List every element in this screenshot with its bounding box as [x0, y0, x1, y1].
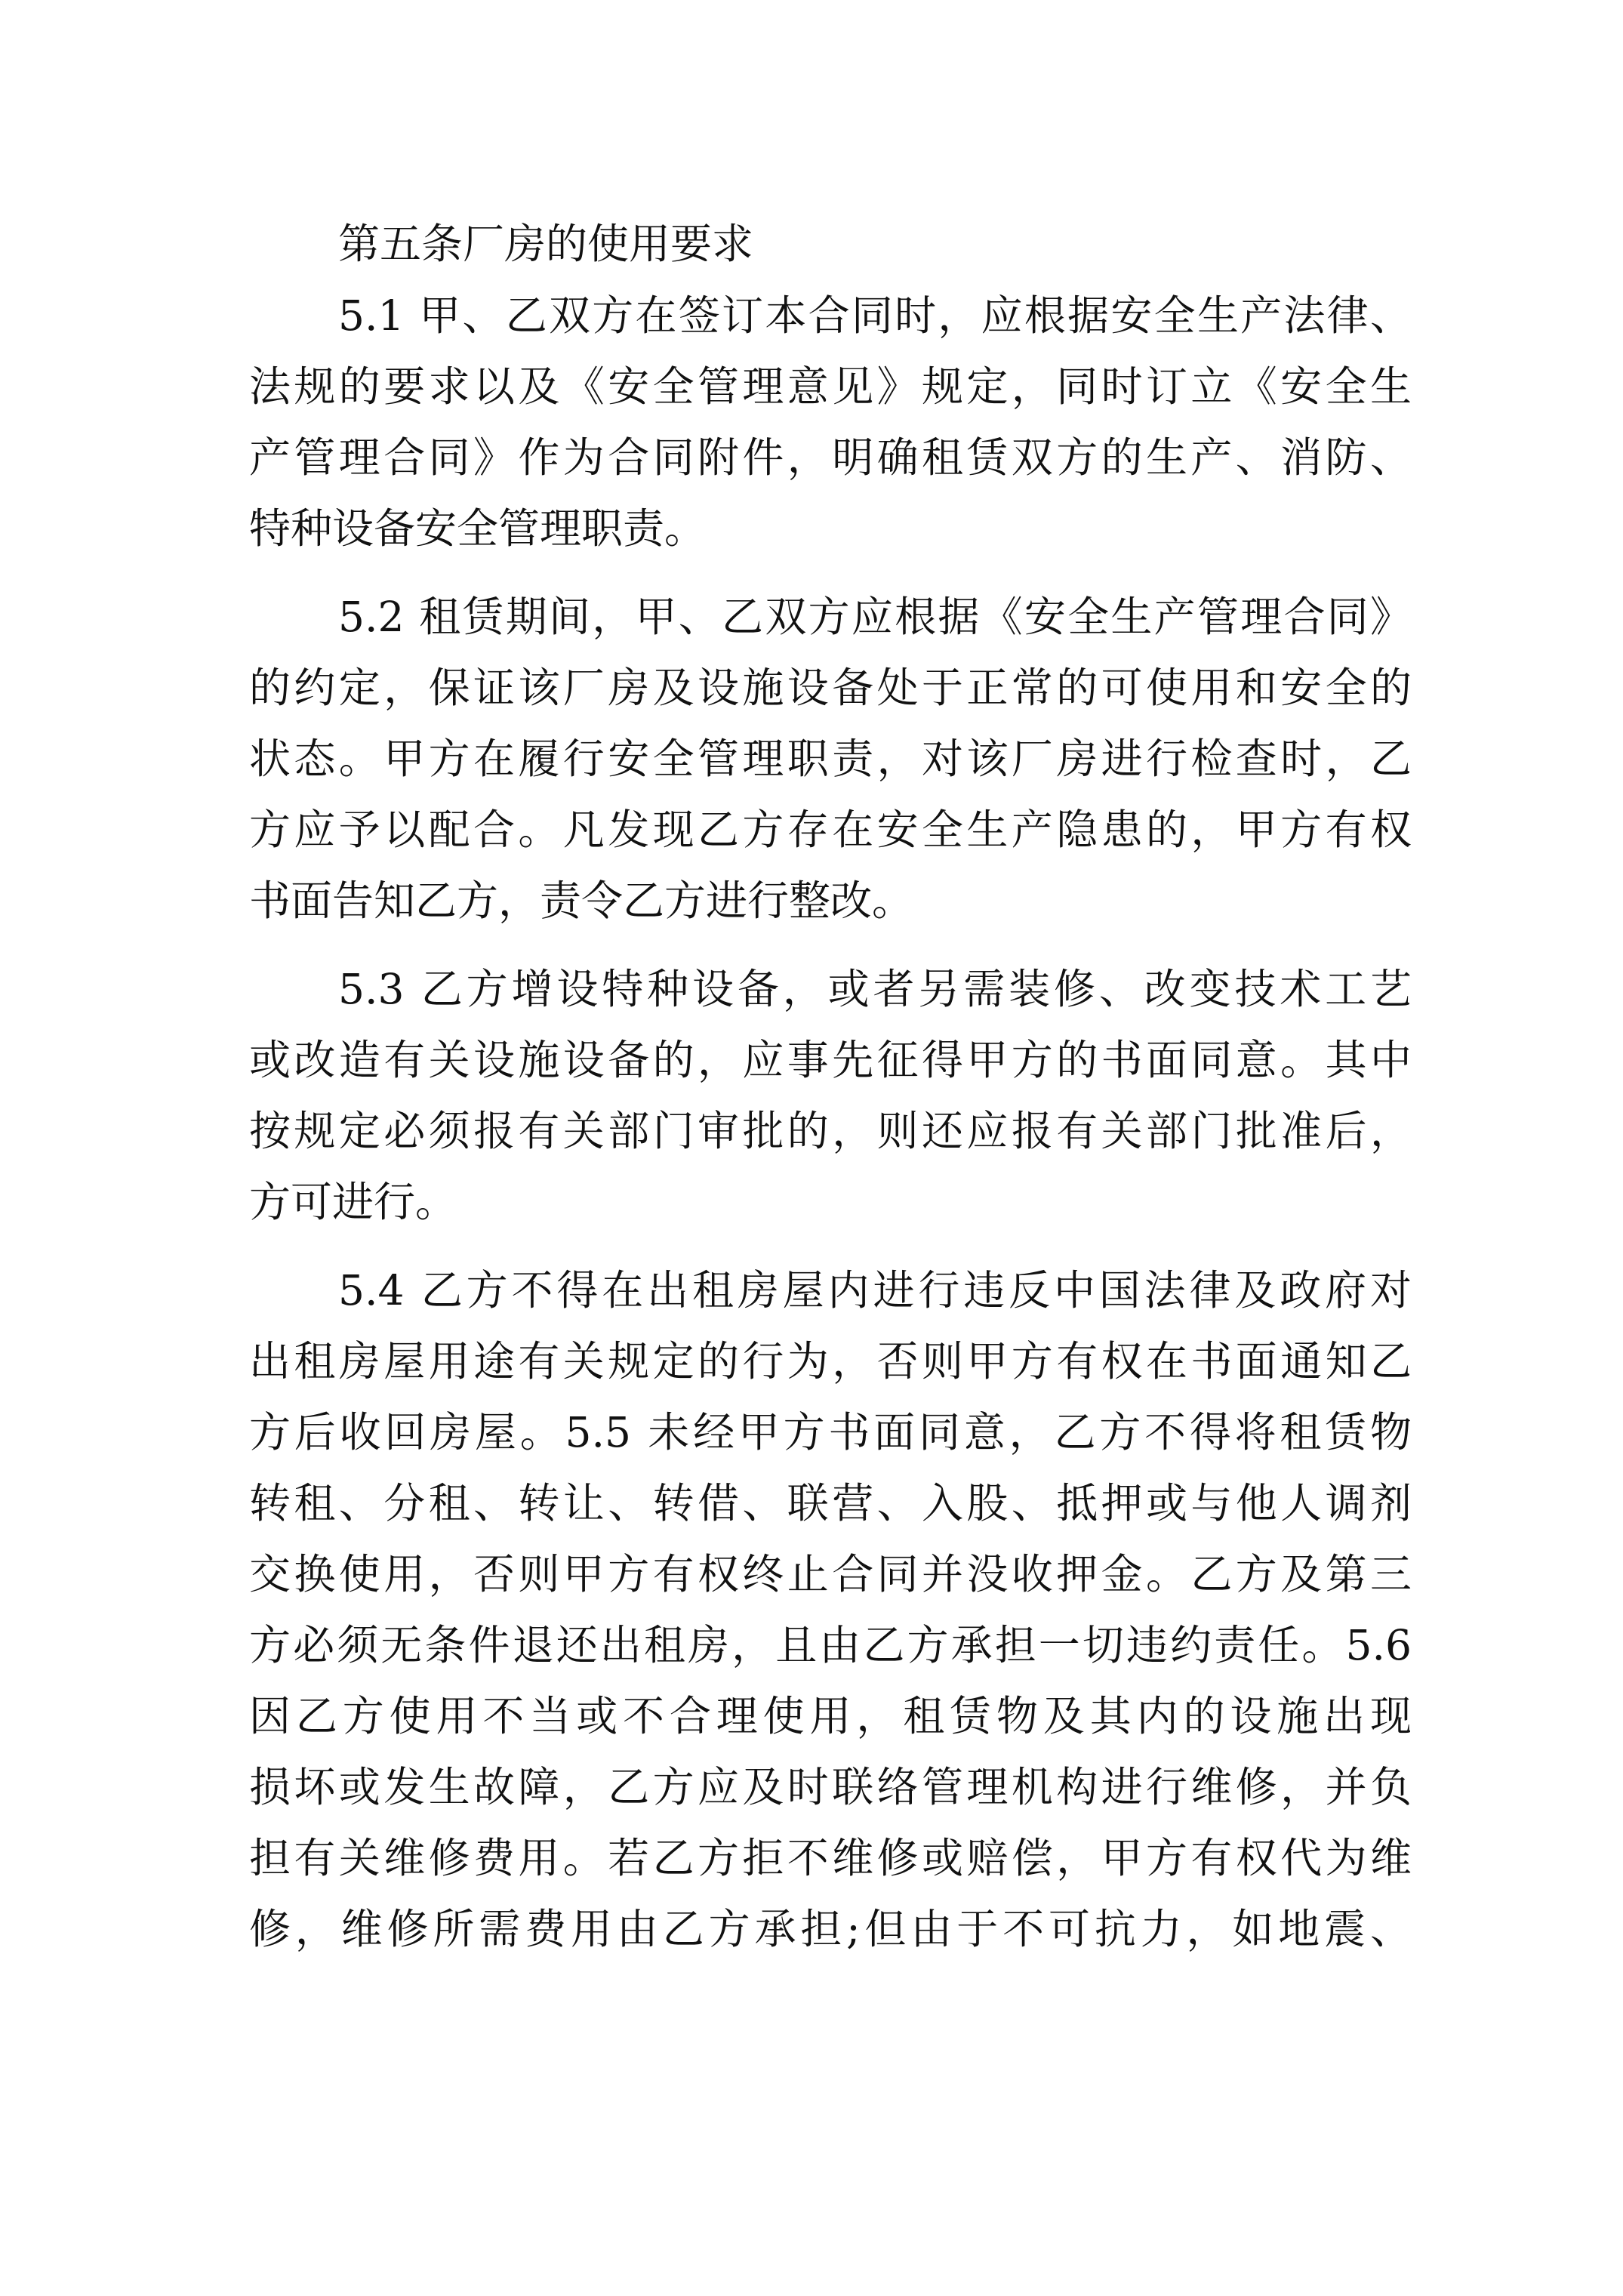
text-line: 按规定必须报有关部门审批的，则还应报有关部门批准后，: [249, 1107, 1412, 1155]
text-line: 5.2 租赁期间，甲、乙双方应根据《安全生产管理合同》: [338, 593, 1412, 641]
text-line: 方必须无条件退还出租房，且由乙方承担一切违约责任。5.6: [249, 1621, 1412, 1669]
text-line: 方应予以配合。凡发现乙方存在安全生产隐患的，甲方有权: [249, 806, 1412, 854]
text-line: 交换使用，否则甲方有权终止合同并没收押金。乙方及第三: [249, 1550, 1412, 1598]
text-line: 因乙方使用不当或不合理使用，租赁物及其内的设施出现: [249, 1692, 1412, 1740]
text-line: 产管理合同》作为合同附件，明确租赁双方的生产、消防、: [249, 433, 1412, 482]
text-line: 状态。甲方在履行安全管理职责，对该厂房进行检查时，乙: [249, 735, 1412, 783]
text-line: 修，维修所需费用由乙方承担;但由于不可抗力，如地震、: [249, 1905, 1412, 1953]
section-heading: 第五条厂房的使用要求: [338, 220, 754, 268]
text-line: 5.4 乙方不得在出租房屋内进行违反中国法律及政府对: [338, 1266, 1412, 1314]
text-line: 法规的要求以及《安全管理意见》规定，同时订立《安全生: [249, 362, 1412, 411]
text-line: 方可进行。: [249, 1178, 457, 1226]
text-line: 5.1 甲、乙双方在签订本合同时，应根据安全生产法律、: [338, 291, 1412, 340]
text-line: 或改造有关设施设备的，应事先征得甲方的书面同意。其中: [249, 1036, 1412, 1084]
text-line: 转租、分租、转让、转借、联营、入股、抵押或与他人调剂: [249, 1479, 1412, 1527]
text-line: 方后收回房屋。5.5 未经甲方书面同意，乙方不得将租赁物: [249, 1408, 1412, 1456]
text-line: 损坏或发生故障，乙方应及时联络管理机构进行维修，并负: [249, 1763, 1412, 1811]
text-line: 5.3 乙方增设特种设备，或者另需装修、改变技术工艺: [338, 965, 1412, 1013]
text-line: 书面告知乙方，责令乙方进行整改。: [249, 877, 914, 925]
text-line: 担有关维修费用。若乙方拒不维修或赔偿，甲方有权代为维: [249, 1834, 1412, 1882]
text-line: 的约定，保证该厂房及设施设备处于正常的可使用和安全的: [249, 664, 1412, 712]
text-line: 特种设备安全管理职责。: [249, 504, 707, 553]
text-line: 出租房屋用途有关规定的行为，否则甲方有权在书面通知乙: [249, 1337, 1412, 1385]
